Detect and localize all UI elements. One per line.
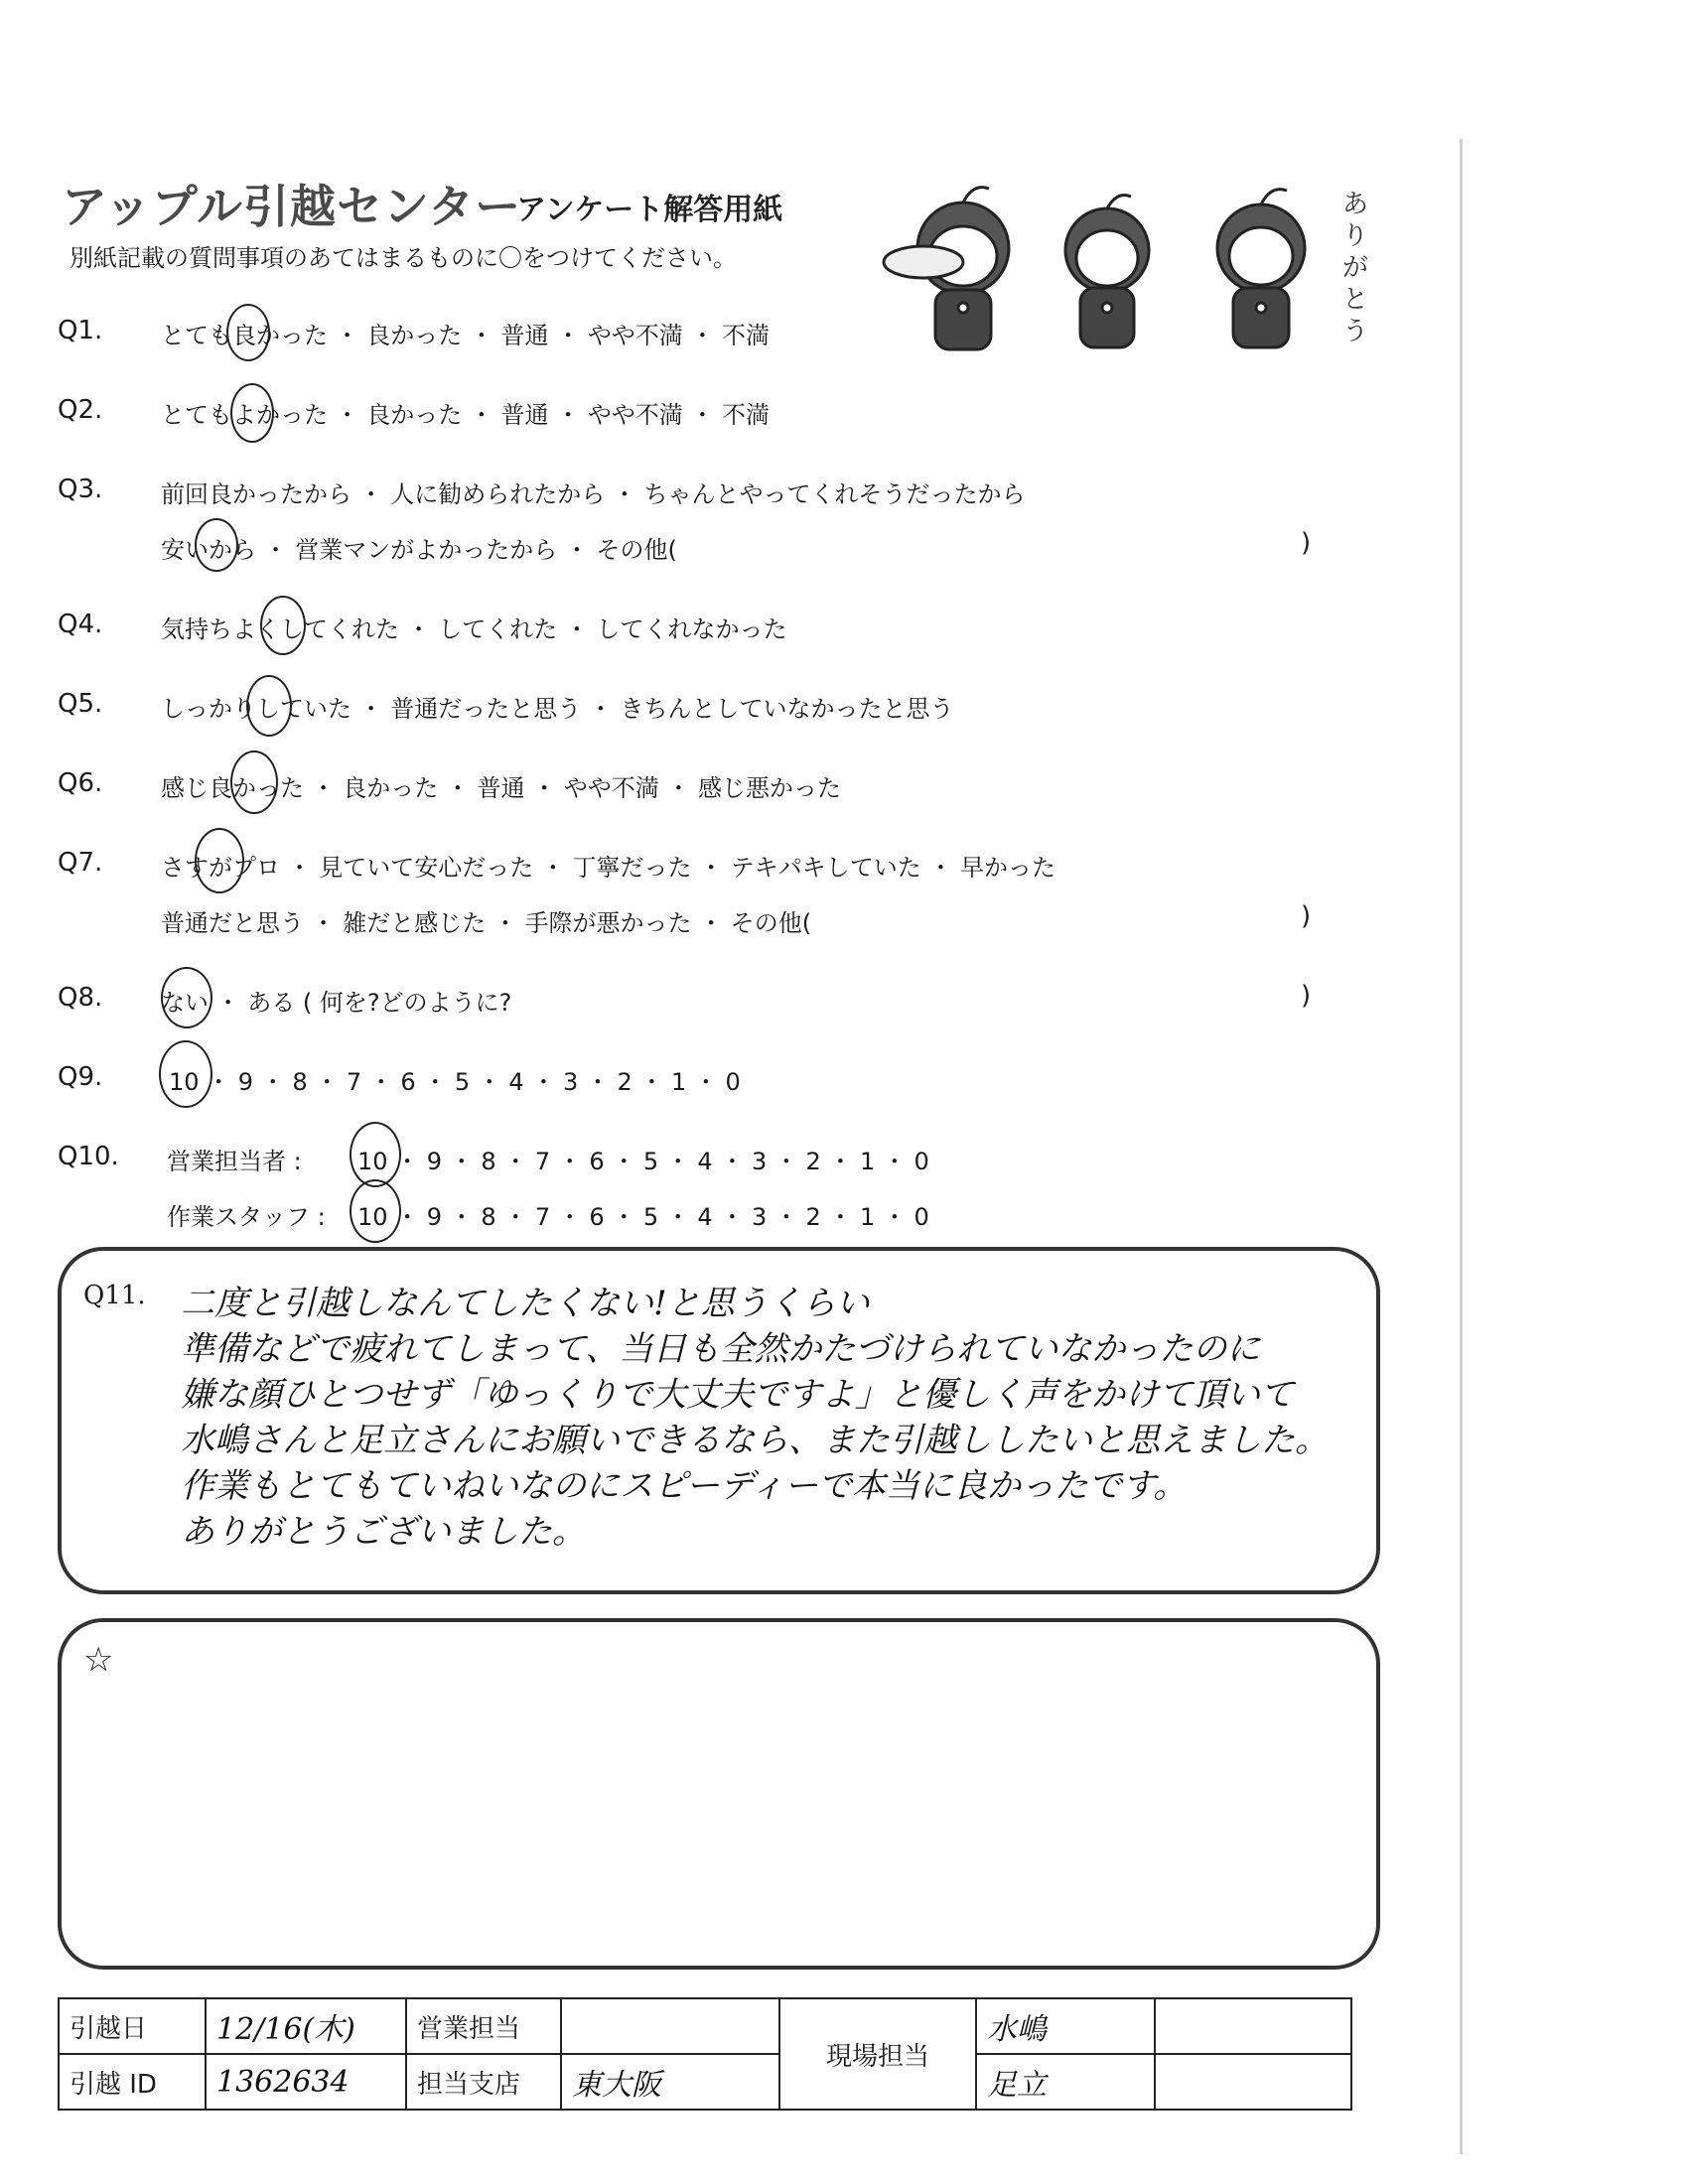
q3-close-paren: ) <box>1301 528 1312 558</box>
q7-options-line1[interactable]: さすがプロ ・ 見ていて安心だった ・ 丁寧だった ・ テキパキしていた ・ 早かった <box>161 854 1056 882</box>
site-staff-1: 水嶋 <box>976 1998 1155 2054</box>
q2-number: Q2. <box>58 395 103 425</box>
comment-line: 二度と引越しなんてしたくない!と思うくらい <box>181 1284 870 1323</box>
comment-line: ありがとうございました。 <box>181 1512 586 1552</box>
q5-options[interactable]: しっかりしていた ・ 普通だったと思う ・ きちんとしていなかったと思う <box>161 695 954 723</box>
q1-options[interactable]: とても良かった ・ 良かった ・ 普通 ・ やや不満 ・ 不満 <box>161 322 771 349</box>
q3-options-line2[interactable]: 安いから ・ 営業マンがよかったから ・ その他( <box>161 536 677 564</box>
answer-circle <box>246 675 292 737</box>
site-staff-label: 現場担当 <box>779 1998 976 2110</box>
q6-options[interactable]: 感じ良かった ・ 良かった ・ 普通 ・ やや不満 ・ 感じ悪かった <box>161 774 842 802</box>
comment-line: 水嶋さんと足立さんにお願いできるなら、また引越ししたいと思えました。 <box>181 1421 1329 1460</box>
q1-number: Q1. <box>58 316 103 345</box>
move-date-label: 引越日 <box>59 1998 206 2054</box>
answer-circle <box>161 967 212 1028</box>
site-staff-extra-2 <box>1155 2054 1351 2110</box>
branch-label: 担当支店 <box>406 2054 561 2110</box>
star-comment-box[interactable] <box>58 1618 1380 1970</box>
site-staff-extra-1 <box>1155 1998 1351 2054</box>
site-staff-2: 足立 <box>976 2054 1155 2110</box>
brand-title: アップル引越センター <box>62 180 522 233</box>
q7-close-paren: ) <box>1301 901 1312 931</box>
monkey-icon <box>1217 190 1305 347</box>
answer-circle <box>350 1122 401 1187</box>
q8-options[interactable]: ない ・ ある ( 何を?どのように? <box>161 989 512 1017</box>
answer-circle <box>230 751 278 814</box>
q11-handwritten-comment <box>181 1281 1329 1555</box>
q11-number: Q11. <box>83 1281 146 1310</box>
form-title: アンケート解答用紙 <box>516 193 783 227</box>
q8-close-paren: ) <box>1301 981 1312 1011</box>
move-id-value: 1362634 <box>206 2054 406 2110</box>
comment-line: 作業もとてもていねいなのにスピーディーで本当に良かったです。 <box>181 1466 1188 1506</box>
move-id-label: 引越 ID <box>59 2054 206 2110</box>
page-edge-shadow <box>1460 139 1463 2154</box>
instruction-text: 別紙記載の質問事項のあてはまるものに〇をつけてください。 <box>70 244 737 272</box>
q10-sales-scale[interactable]: 10 ・ 9 ・ 8 ・ 7 ・ 6 ・ 5 ・ 4 ・ 3 ・ 2 ・ 1 ・ 0 <box>357 1148 929 1175</box>
q4-options[interactable]: 気持ちよくしてくれた ・ してくれた ・ してくれなかった <box>161 615 787 643</box>
comment-line: 嫌な顔ひとつせず「ゆっくりで大丈夫ですよ」と優しく声をかけて頂いて <box>181 1375 1294 1415</box>
sales-rep-label: 営業担当 <box>406 1998 561 2054</box>
answer-circle <box>226 304 270 361</box>
q4-number: Q4. <box>58 610 103 639</box>
q3-number: Q3. <box>58 475 103 504</box>
answer-circle <box>260 596 306 655</box>
mascot-illustration <box>864 179 1340 367</box>
q10-staff-label: 作業スタッフ : <box>167 1203 326 1231</box>
q6-number: Q6. <box>58 768 103 798</box>
q10-sales-label: 営業担当者 : <box>167 1148 302 1175</box>
q3-options-line1[interactable]: 前回良かったから ・ 人に勧められたから ・ ちゃんとやってくれそうだったから <box>161 480 1026 508</box>
mascot-thanks-text: ありがとう <box>1341 190 1368 346</box>
comment-line: 準備などで疲れてしまって、当日も全然かたづけられていなかったのに <box>181 1329 1261 1369</box>
q2-options[interactable]: とてもよかった ・ 良かった ・ 普通 ・ やや不満 ・ 不満 <box>161 401 771 429</box>
move-date-value: 12/16(木) <box>206 1998 406 2054</box>
answer-circle <box>195 828 244 893</box>
q9-number: Q9. <box>58 1062 103 1092</box>
monkey-icon <box>1065 196 1149 348</box>
q10-staff-scale[interactable]: 10 ・ 9 ・ 8 ・ 7 ・ 6 ・ 5 ・ 4 ・ 3 ・ 2 ・ 1 ・ 0 <box>357 1203 929 1231</box>
q5-number: Q5. <box>58 689 103 719</box>
q7-options-line2[interactable]: 普通だと思う ・ 雑だと感じた ・ 手際が悪かった ・ その他( <box>161 909 812 937</box>
q9-scale[interactable]: 10 ・ 9 ・ 8 ・ 7 ・ 6 ・ 5 ・ 4 ・ 3 ・ 2 ・ 1 ・ 0 <box>169 1068 741 1096</box>
answer-circle <box>350 1179 401 1243</box>
q7-number: Q7. <box>58 848 103 878</box>
q8-number: Q8. <box>58 983 103 1013</box>
answer-circle <box>230 383 274 443</box>
footer-info-table <box>58 1997 1352 2111</box>
answer-circle <box>195 518 238 572</box>
sales-rep-value <box>561 1998 779 2054</box>
q10-number: Q10. <box>58 1142 119 1171</box>
branch-value: 東大阪 <box>561 2054 779 2110</box>
monkey-icon <box>884 188 1009 349</box>
answer-circle <box>159 1040 212 1108</box>
star-icon: ☆ <box>83 1640 114 1680</box>
